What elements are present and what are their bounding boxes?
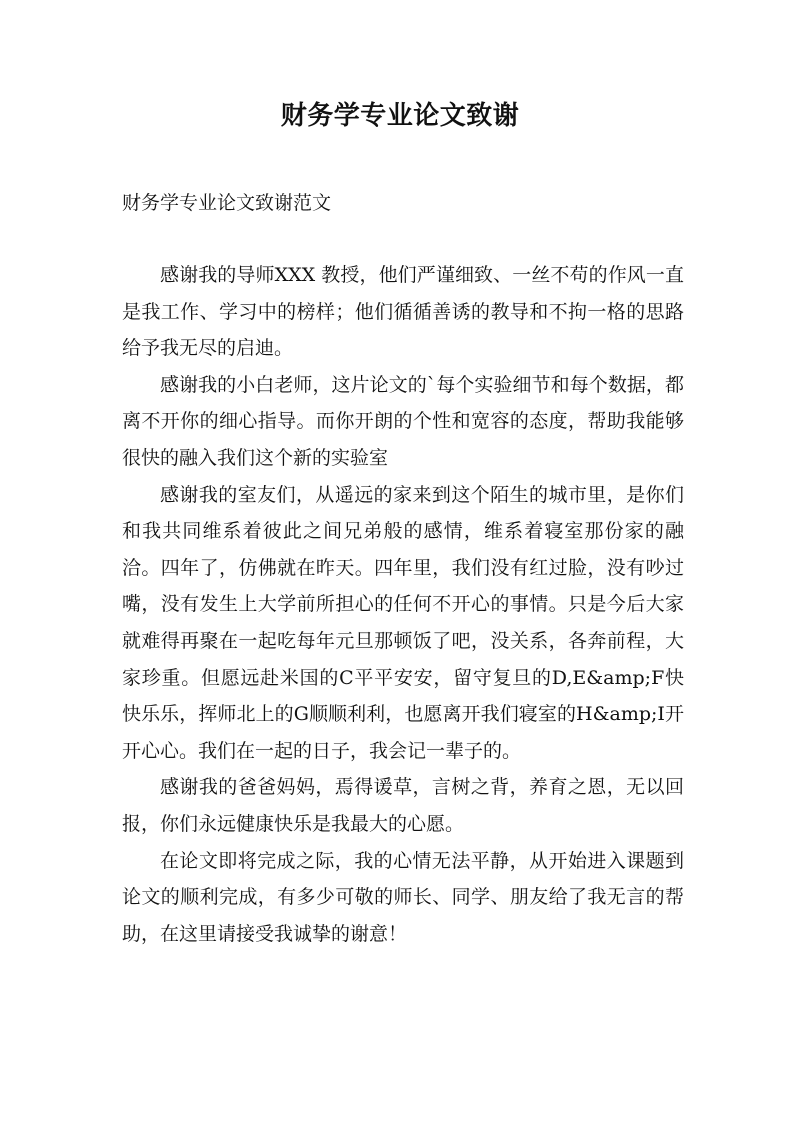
paragraph-parents: 感谢我的爸爸妈妈，焉得谖草，言树之背，养育之恩，无以回报，你们永远健康快乐是我最大的心愿。 <box>122 776 684 835</box>
document-subtitle: 财务学专业论文致谢范文 <box>122 192 332 214</box>
paragraph-teacher: 感谢我的小白老师，这片论文的`每个实验细节和每个数据，都离不开你的细心指导。而你开朗的个性和宽容的态度，帮助我能够很快的融入我们这个新的实验室 <box>122 373 684 469</box>
paragraph-closing: 在论文即将完成之际，我的心情无法平静，从开始进入课题到论文的顺利完成，有多少可敬的师长、同学、朋友给了我无言的帮助，在这里请接受我诚挚的谢意！ <box>122 849 684 945</box>
document-body <box>122 257 684 952</box>
paragraph-advisor: 感谢我的导师XXX 教授，他们严谨细致、一丝不苟的作风一直是我工作、学习中的榜样；他们循循善诱的教导和不拘一格的思路给予我无尽的启迪。 <box>122 264 684 360</box>
paragraph-roommates: 感谢我的室友们，从遥远的家来到这个陌生的城市里，是你们和我共同维系着彼此之间兄弟般的感情，维系着寝室那份家的融洽。四年了，仿佛就在昨天。四年里，我们没有红过脸，没有吵过嘴，没有发生上大学前所担心的任何不开心的事情。只是今后大家就难得再聚在一起吃每年元旦那顿饭了吧，没关系，各奔前程，大家珍重。但愿远赴米国的C平平安安，留守复旦的D,E&amp;F快快乐乐，挥师北上的G顺顺利利，也愿离开我们寝室的H&amp;I开开心心。我们在一起的日子，我会记一辈子的。 <box>122 483 684 762</box>
document-title: 财务学专业论文致谢 <box>280 101 520 131</box>
